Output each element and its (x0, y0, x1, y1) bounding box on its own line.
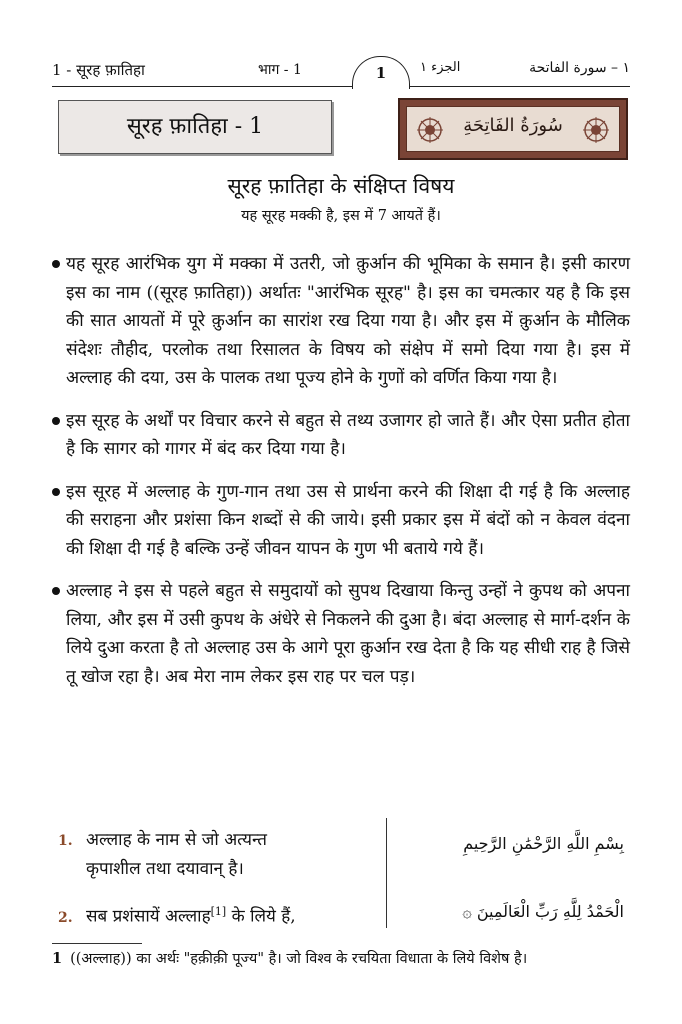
rosette-right-icon (581, 115, 611, 145)
list-item (52, 407, 630, 464)
surah-banner (398, 98, 628, 160)
footnote-number: 1 (52, 950, 63, 967)
footnote-ref[interactable]: [1] (210, 905, 227, 918)
banner-arabic-title: سُورَةُ الفَاتِحَةِ (463, 115, 563, 136)
verse-number: 1. (58, 833, 73, 849)
footnote-text: ((अल्लाह)) का अर्थः "हक़ीक़ी पूज्य" है। जो विश्व के रचयिता विधाता के लिये विशेष है। (70, 951, 528, 967)
header-juz: الجزء ١ (420, 60, 461, 75)
bullet-text: इस सूरह के अर्थों पर विचार करने से बहुत से तथ्य उजागर हो जाते हैं। और ऐसा प्रतीत होता है कि सागर को गागर में बंद कर दिया गया है। (66, 410, 630, 459)
bullet-icon (52, 260, 60, 268)
bullet-text: इस सूरह में अल्लाह के गुण-गान तथा उस से प्रार्थना करने की शिक्षा दी गई है कि अल्लाह की सराहना और प्रशंसा किन शब्दों से की जाये। इसी प्रकार इस में बंदों को न केवल वंदना की शिक्षा दी गई है बल्कि उन्हें जीवन यापन के गुण भी बताये गये हैं। (66, 481, 630, 559)
verse-line: सब प्रशंसायें अल्लाह (86, 906, 211, 927)
list-item (52, 478, 630, 564)
summary-subheading: यह सूरह मक्की है, इस में 7 आयतें हैं। (241, 208, 441, 224)
list-item (52, 250, 630, 393)
bullet-icon (52, 417, 60, 425)
header-part: भाग - 1 (258, 62, 302, 78)
verse-1-arabic: بِسْمِ اللَّهِ الرَّحْمَٰنِ الرَّحِيمِ (463, 834, 624, 853)
bullet-icon (52, 488, 60, 496)
footnote-rule (52, 943, 142, 944)
verse-2-arabic: الْحَمْدُ لِلَّهِ رَبِّ الْعَالَمِينَ ۞ (462, 902, 624, 921)
bullet-text: अल्लाह ने इस से पहले बहुत से समुदायों को सुपथ दिखाया किन्तु उन्हों ने कुपथ को अपना लिया, और इस में उसी कुपथ के अंधेरे से निकलने की दुआ है। बंदा अल्लाह से मार्ग-दर्शन के लिये दुआ करता है तो अल्लाह उस के आगे पूरा क़ुर्आन रख देता है कि यह सीधी राह है जिसे तू खोज रहा है। अब मेरा नाम लेकर इस राह पर चल पड़। (66, 581, 630, 687)
summary-heading: सूरह फ़ातिहा के संक्षिप्त विषय (227, 174, 455, 198)
page-number: 1 (352, 56, 410, 89)
verse-1-translation (58, 826, 267, 883)
header-rule (52, 86, 630, 87)
header-arabic-surah: ١ – سورة الفاتحة (529, 60, 630, 76)
banner-panel (406, 106, 620, 152)
summary-bullet-list (52, 250, 630, 705)
verse-2-translation (58, 898, 296, 932)
footnote (52, 948, 630, 968)
surah-title-box: सूरह फ़ातिहा - 1 (58, 100, 332, 154)
verse-line-end: के लिये हैं, (226, 906, 296, 927)
bullet-icon (52, 587, 60, 595)
header-surah-name: 1 - सूरह फ़ातिहा (52, 61, 145, 79)
list-item (52, 577, 630, 691)
verse-number: 2. (58, 909, 73, 926)
verse-line: कृपाशील तथा दयावान् है। (86, 859, 244, 879)
verse-line: अल्लाह के नाम से जो अत्यन्त (86, 830, 267, 850)
bullet-text: यह सूरह आरंभिक युग में मक्का में उतरी, जो क़ुर्आन की भूमिका के समान है। इसी कारण इस का नाम ((सूरह फ़ातिहा)) अर्थातः "आरंभिक सूरह" है। इस का चमत्कार यह है कि इस की सात आयतों में पूरे क़ुर्आन का सारांश रख दिया गया है। और इस में क़ुर्आन के मौलिक संदेशः तौहीद, परलोक तथा रिसालत के विषय को संक्षेप में समो दिया गया है। इस में अल्लाह की दया, उस के पालक तथा पूज्य होने के गुणों को वर्णित किया गया है। (66, 254, 630, 388)
page-header (0, 0, 682, 90)
verse-column-divider (386, 818, 387, 928)
